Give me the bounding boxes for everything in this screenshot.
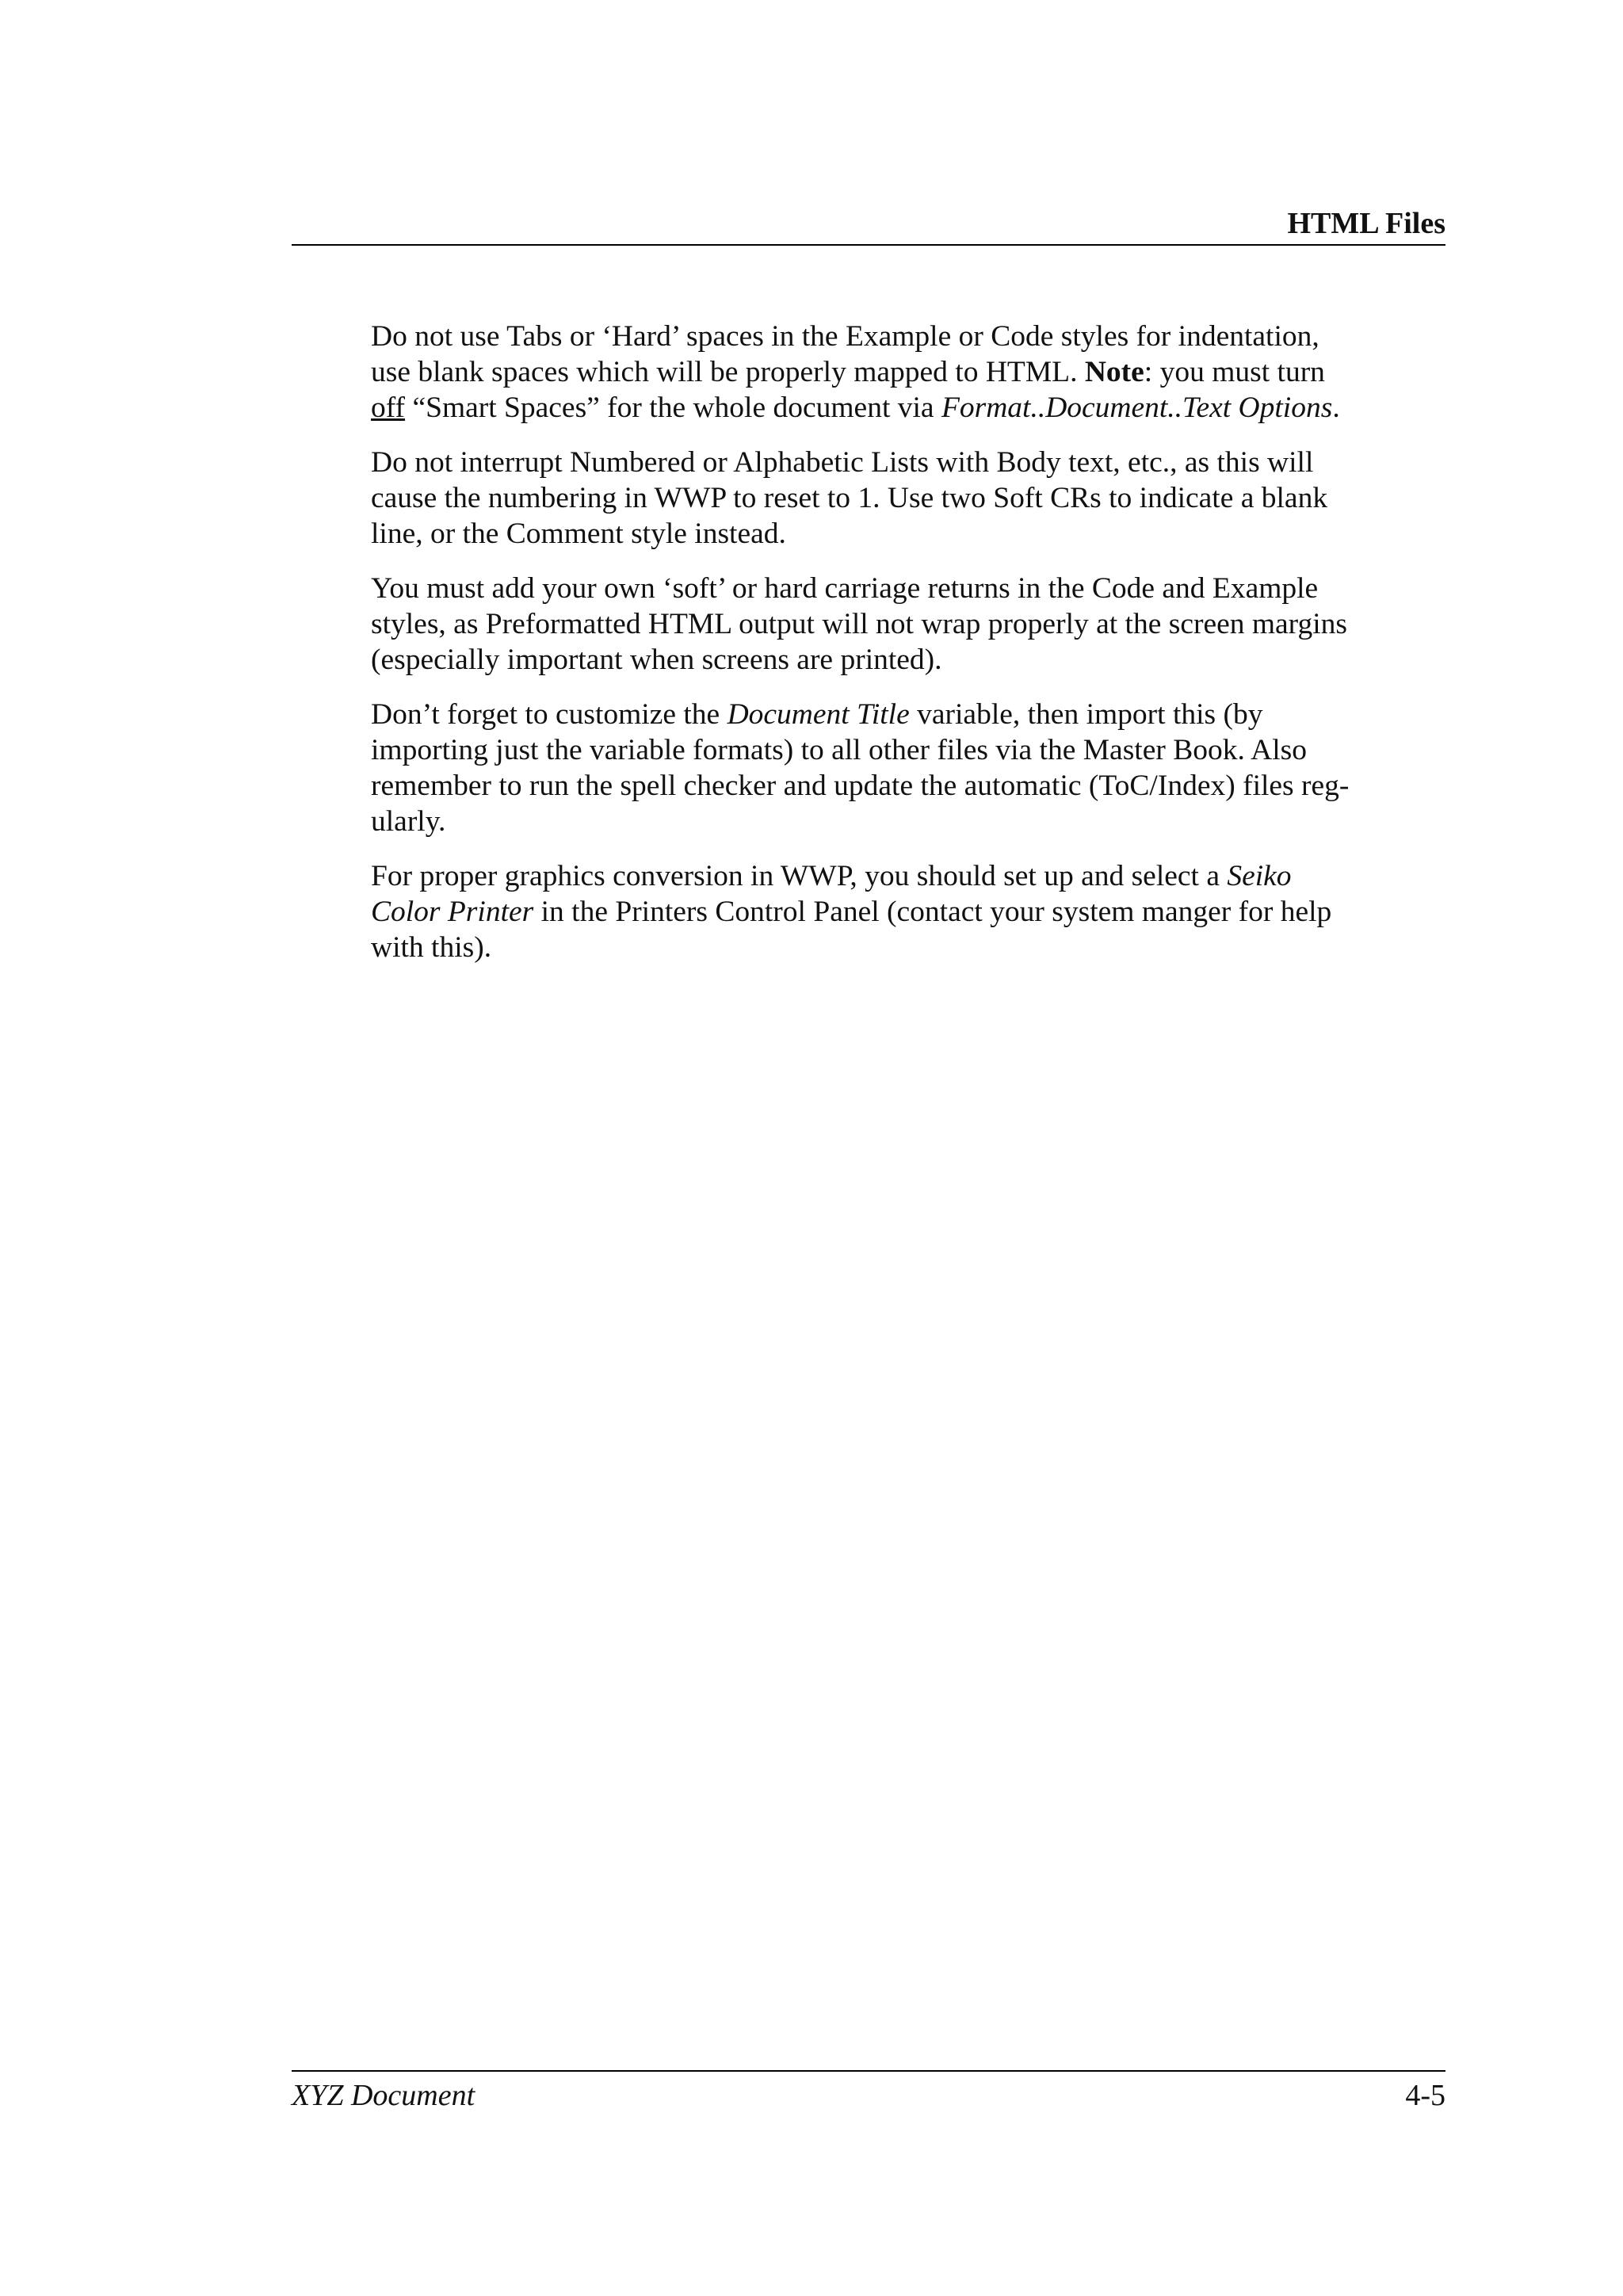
text-line: Do not interrupt Numbered or Alphabetic Lists with Body text, etc., as this will — [371, 446, 1314, 479]
paragraph-document-title — [371, 697, 1417, 839]
text-line: For proper graphics conversion in WWP, you should set up and select a Seiko — [371, 860, 1292, 892]
text-line: with this). — [371, 931, 492, 964]
running-header-title: HTML Files — [1287, 207, 1445, 240]
footer-document-name: XYZ Document — [292, 2079, 475, 2112]
text-line: Color Printer in the Printers Control Panel (contact your system manger for help — [371, 896, 1332, 928]
printer-name: Color Printer — [371, 896, 534, 928]
paragraph-graphics-conversion — [371, 858, 1417, 965]
text-line: off “Smart Spaces” for the whole document via Format..Document..Text Options. — [371, 392, 1340, 424]
variable-name: Document Title — [727, 698, 910, 731]
menu-path: Format..Document..Text Options — [941, 392, 1333, 424]
body-text — [371, 319, 1417, 984]
paragraph-tabs-and-spaces — [371, 319, 1417, 426]
text-line: cause the numbering in WWP to reset to 1. Use two Soft CRs to indicate a blank — [371, 482, 1328, 514]
text-line: ularly. — [371, 805, 446, 838]
page-number: 4-5 — [1405, 2079, 1445, 2112]
paragraph-carriage-returns — [371, 571, 1417, 678]
page-footer — [292, 2070, 1445, 2119]
text-line: use blank spaces which will be properly mapped to HTML. Note: you must turn — [371, 356, 1325, 388]
off-emphasis: off — [371, 392, 406, 424]
text-line: importing just the variable formats) to all other files via the Master Book. Also — [371, 734, 1308, 766]
text-line: Don’t forget to customize the Document Title variable, then import this (by — [371, 698, 1263, 731]
page-header — [292, 204, 1445, 246]
printer-name: Seiko — [1227, 860, 1292, 892]
text-line: remember to run the spell checker and update the automatic (ToC/Index) files reg- — [371, 770, 1350, 802]
text-line: line, or the Comment style instead. — [371, 518, 786, 550]
paragraph-numbered-lists — [371, 445, 1417, 552]
note-label: Note — [1084, 356, 1144, 388]
text-line: Do not use Tabs or ‘Hard’ spaces in the Example or Code styles for indentation, — [371, 320, 1319, 353]
text-line: (especially important when screens are printed). — [371, 644, 942, 676]
text-line: styles, as Preformatted HTML output will not wrap properly at the screen margins — [371, 608, 1348, 640]
text-line: You must add your own ‘soft’ or hard carriage returns in the Code and Example — [371, 572, 1319, 605]
